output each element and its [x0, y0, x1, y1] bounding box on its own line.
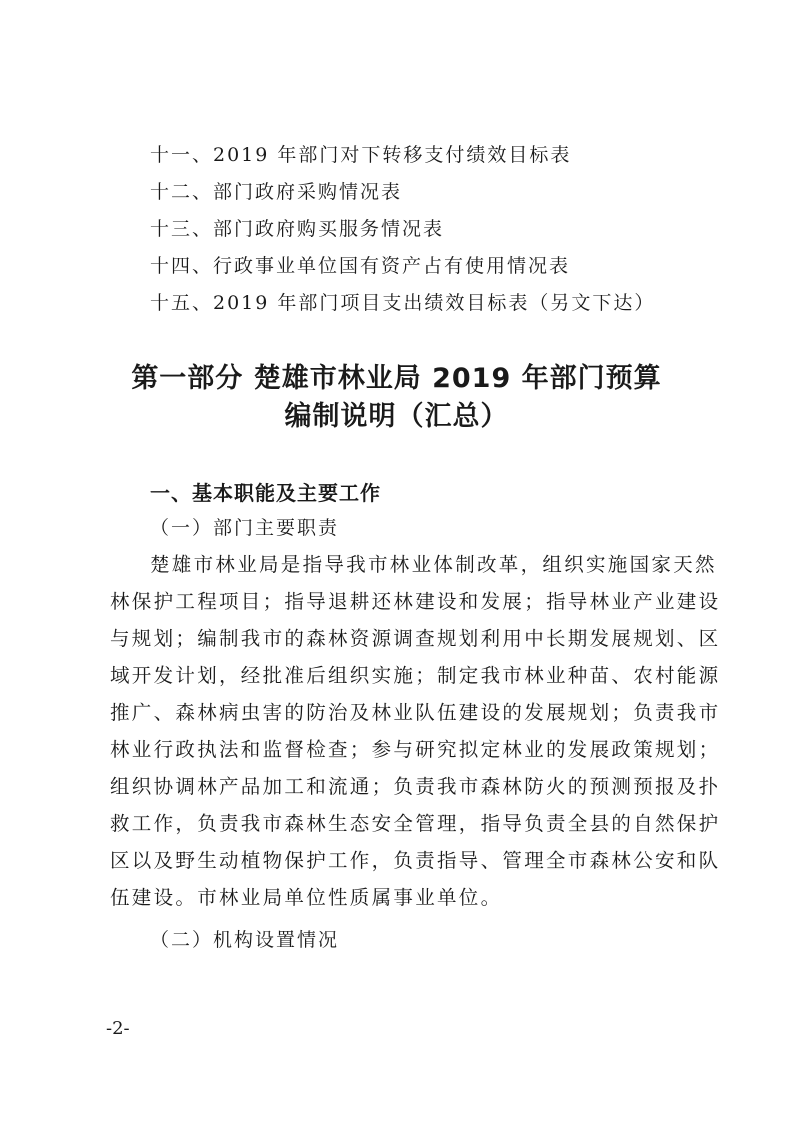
- paragraph-line: 组织协调林产品加工和流通；负责我市森林防火的预测预报及扑: [110, 775, 721, 798]
- paragraph-line: 林业行政执法和监督检查；参与研究拟定林业的发展政策规划；: [110, 738, 721, 761]
- paragraph-line: 林保护工程项目；指导退耕还林建设和发展；指导林业产业建设: [110, 590, 721, 613]
- part-title-line2: 编制说明（汇总）: [284, 401, 509, 432]
- paragraph-line: 楚雄市林业局是指导我市林业体制改革，组织实施国家天然: [150, 553, 717, 576]
- toc-item-11: 十一、2019 年部门对下转移支付绩效目标表: [150, 144, 572, 166]
- toc-item-12: 十二、部门政府采购情况表: [150, 181, 403, 203]
- subsection-heading-structure: （二）机构设置情况: [150, 929, 340, 951]
- section-heading: 一、基本职能及主要工作: [150, 481, 381, 505]
- paragraph-line: 救工作，负责我市森林生态安全管理，指导负责全县的自然保护: [110, 812, 721, 835]
- paragraph-line: 伍建设。市林业局单位性质属事业单位。: [110, 886, 503, 909]
- toc-item-13: 十三、部门政府购买服务情况表: [150, 218, 445, 240]
- part-title-line1: 第一部分 楚雄市林业局 2019 年部门预算: [131, 363, 662, 394]
- page-number: -2-: [106, 1018, 130, 1039]
- paragraph-line: 与规划；编制我市的森林资源调查规划利用中长期发展规划、区: [110, 627, 721, 650]
- subsection-heading-duties: （一）部门主要职责: [150, 517, 340, 539]
- toc-item-14: 十四、行政事业单位国有资产占有使用情况表: [150, 255, 571, 277]
- paragraph-line: 域开发计划，经批准后组织实施；制定我市林业种苗、农村能源: [110, 664, 721, 687]
- paragraph-line: 推广、森林病虫害的防治及林业队伍建设的发展规划；负责我市: [110, 701, 721, 724]
- toc-item-15: 十五、2019 年部门项目支出绩效目标表（另文下达）: [150, 292, 656, 314]
- paragraph-line: 区以及野生动植物保护工作，负责指导、管理全市森林公安和队: [110, 849, 721, 872]
